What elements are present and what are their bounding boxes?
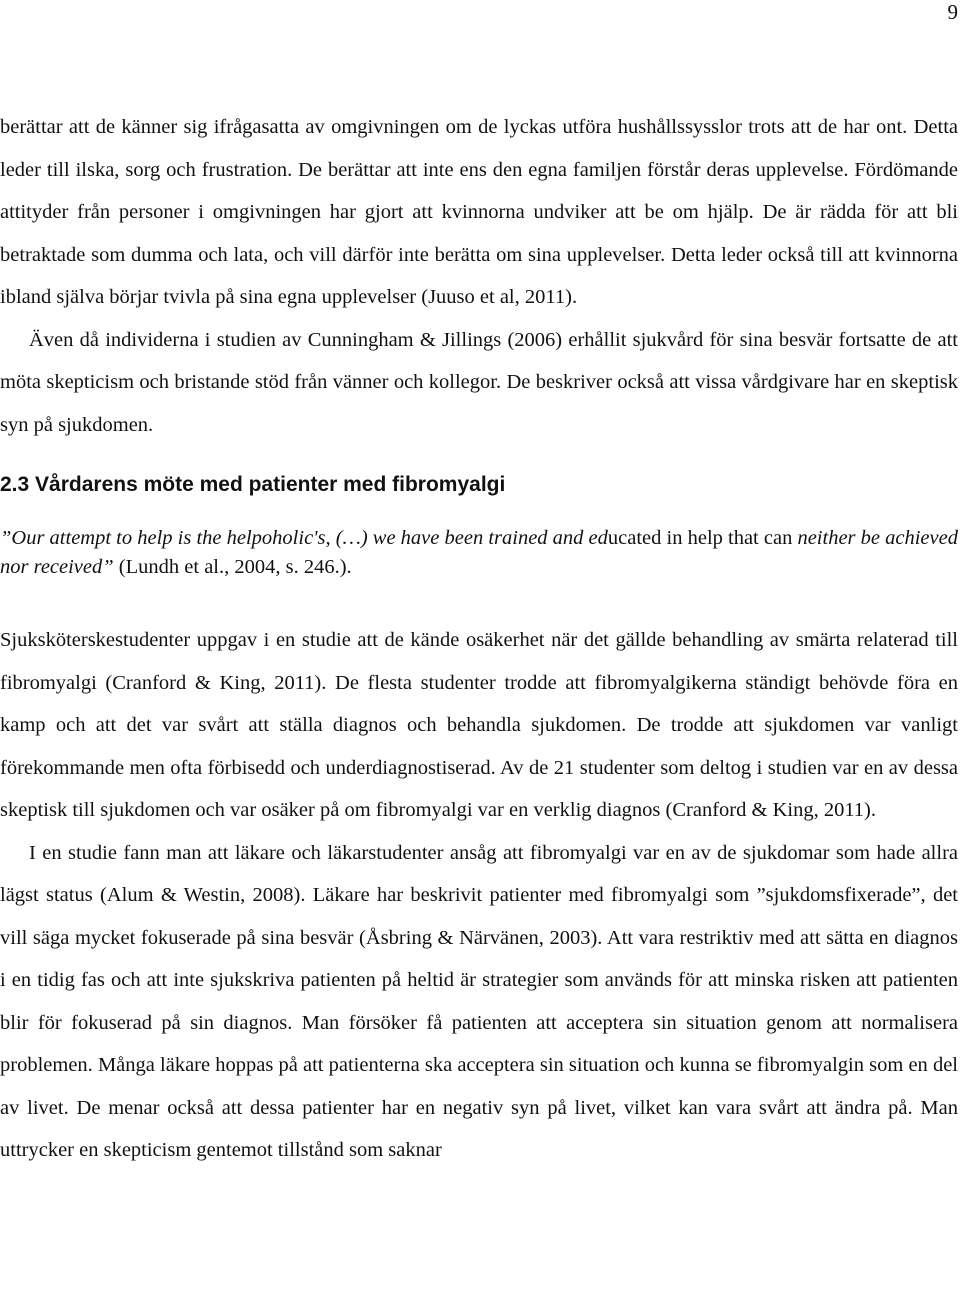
spacer bbox=[0, 582, 958, 619]
quote-citation: (Lundh et al., 2004, s. 246.). bbox=[113, 556, 352, 578]
paragraph-alum: I en studie fann man att läkare och läkarstudenter ansåg att fibromyalgi var en av de sjukdomar som hade allra lägst status (Alum & Westin, 2008). Läkare har beskrivit patienter med fibromyalgi som ”sjukdomsfixerade”, det vill säga mycket fokuserade på sina besvär (Åsbring & Närvänen, 2003). Att vara restriktiv med att sätta en diagnos i en tidig fas och att inte sjukskriva patienten på heltid är strategier som används för att minska risken att patienten blir för fokuserad på sin diagnos. Man försöker få patienten att acceptera sin situation genom att normalisera problemen. Många läkare hoppas på att patienterna ska acceptera sin situation och kunna se fibromyalgin som en del av livet. De menar också att dessa patienter har en negativ syn på livet, vilket kan vara svårt att ändra på. Man uttrycker en skepticism gentemot tillstånd som saknar bbox=[0, 841, 958, 1161]
section-heading: 2.3 Vårdarens möte med patienter med fibromyalgi bbox=[0, 473, 506, 496]
block-quote bbox=[0, 524, 958, 582]
document-body bbox=[0, 106, 958, 1172]
quote-regular-text: ucated in help that can bbox=[607, 527, 798, 549]
quote-italic-text-2: neither be achieved nor received” bbox=[0, 527, 958, 578]
paragraph-cranford: Sjuksköterskestudenter uppgav i en studie att de kände osäkerhet när det gällde behandling av smärta relaterad till fibromyalgi (Cranford & King, 2011). De flesta studenter trodde att fibromyalgikerna ständigt behövde föra en kamp och att det var svårt att ställa diagnos och behandla sjukdomen. De trodde att sjukdomen var vanligt förekommande men ofta förbisedd och underdiagnostiserad. Av de 21 studenter som deltog i studien var en av dessa skeptisk till sjukdomen och var osäker på om fibromyalgi var en verklig diagnos (Cranford & King, 2011). bbox=[0, 629, 958, 821]
page-number: 9 bbox=[947, 0, 958, 24]
quote-italic-text: ”Our attempt to help is the helpoholic's, (…) we have been trained and ed bbox=[0, 527, 608, 549]
paragraph-cunningham: Även då individerna i studien av Cunningham & Jillings (2006) erhållit sjukvård för sina besvär fortsatte de att möta skepticism och bristande stöd från vänner och kollegor. De beskriver också att vissa vårdgivare har en skeptisk syn på sjukdomen. bbox=[0, 328, 958, 436]
paragraph-juuso: berättar att de känner sig ifrågasatta av omgivningen om de lyckas utföra hushållssysslor trots att de har ont. Detta leder till ilska, sorg och frustration. De berättar att inte ens den egna familjen förstår deras upplevelse. Fördömande attityder från personer i omgivningen har gjort att kvinnorna undviker att be om hjälp. De är rädda för att bli betraktade som dumma och lata, och vill därför inte berätta om sina upplevelser. Detta leder också till att kvinnorna ibland själva börjar tvivla på sina egna upplevelser (Juuso et al, 2011). bbox=[0, 116, 958, 308]
